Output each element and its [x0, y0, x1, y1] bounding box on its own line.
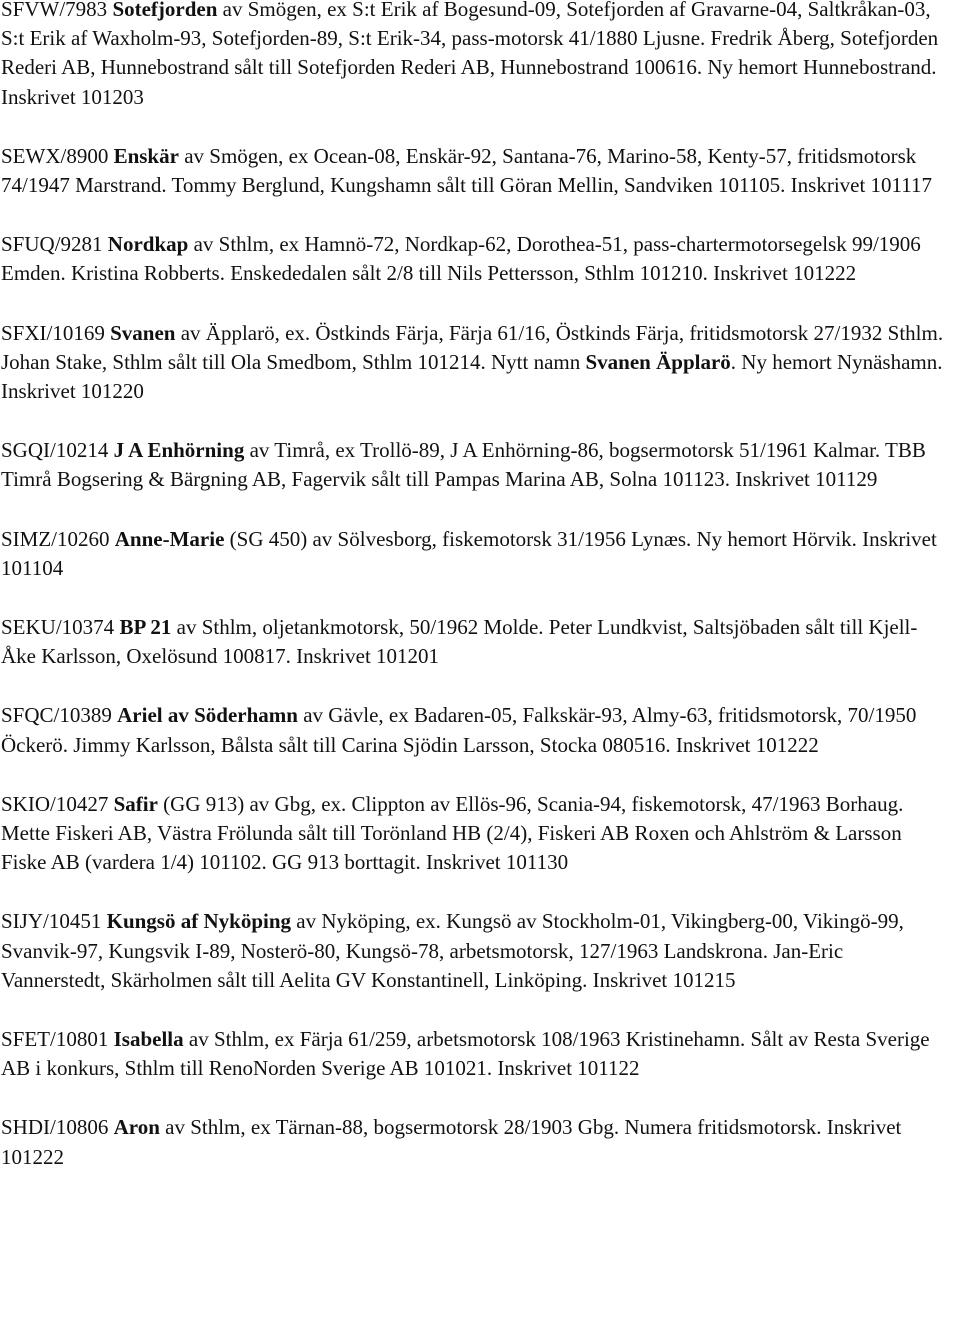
vessel-entry: [1, 319, 952, 407]
entry-text: SIJY/10451: [1, 909, 107, 934]
vessel-entry: [1, 701, 952, 759]
vessel-name: J A Enhörning: [113, 438, 245, 463]
vessel-entry: [1, 907, 952, 995]
entry-text: av Smögen, ex S:t Erik af Bogesund-09, Sotefjorden af Gravarne-04, Saltkråkan-03, S:t Erik af Waxholm-93, Sotefjorden-89, S:t Erik-34, pass-motorsk 41/1880 Ljusne. Fredrik Åberg, Sotefjorden Rederi AB, Hunnebostrand sålt till Sotefjorden Rederi AB, Hunnebostrand 100616. Ny hemort Hunnebostrand. Inskrivet 101203: [1, 0, 939, 109]
entry-text: (GG 913) av Gbg, ex. Clippton av Ellös-96, Scania-94, fiskemotorsk, 47/1963 Borhaug. Mette Fiskeri AB, Västra Frölunda sålt till Torönland HB (2/4), Fiskeri AB Roxen och Ahlström & Larsson Fiske AB (vardera 1/4) 101102. GG 913 borttagit. Inskrivet 101130: [1, 791, 904, 875]
entry-text: SFXI/10169: [1, 320, 111, 345]
entry-text: SGQI/10214: [1, 438, 114, 463]
entry-text: SHDI/10806: [1, 1115, 114, 1140]
vessel-entry: [1, 790, 952, 878]
entry-text: SIMZ/10260: [1, 526, 115, 551]
vessel-name: Enskär: [113, 143, 179, 168]
vessel-name: Anne-Marie: [114, 526, 225, 551]
vessel-entry: [1, 436, 952, 494]
vessel-entry: [1, 0, 952, 112]
vessel-entry: [1, 1025, 952, 1083]
entry-text: av Sthlm, ex Hamnö-72, Nordkap-62, Dorothea-51, pass-chartermotorsegelsk 99/1906 Emden. Kristina Robberts. Enskededalen sålt 2/8 till Nils Pettersson, Sthlm 101210. Inskrivet 101222: [1, 232, 921, 286]
vessel-entry: [1, 613, 952, 671]
entry-text: SFVW/7983: [1, 0, 113, 21]
entry-text: av Äpplarö, ex. Östkinds Färja, Färja 61/16, Östkinds Färja, fritidsmotorsk 27/1932 Sthlm. Johan Stake, Sthlm sålt till Ola Smedbom, Sthlm 101214. Nytt namn: [1, 320, 944, 374]
vessel-name: Isabella: [113, 1027, 184, 1052]
vessel-name: BP 21: [119, 615, 172, 640]
entry-text: (SG 450) av Sölvesborg, fiskemotorsk 31/1956 Lynæs. Ny hemort Hörvik. Inskrivet 101104: [1, 526, 937, 580]
entry-text: SKIO/10427: [1, 791, 114, 816]
vessel-name: Safir: [113, 791, 158, 816]
entry-text: av Gävle, ex Badaren-05, Falkskär-93, Almy-63, fritidsmotorsk, 70/1950 Öckerö. Jimmy Karlsson, Bålsta sålt till Carina Sjödin Larsson, Stocka 080516. Inskrivet 101222: [1, 703, 917, 757]
vessel-entry: [1, 230, 952, 288]
entry-text: SFQC/10389: [1, 703, 118, 728]
vessel-name: Ariel av Söderhamn: [117, 703, 298, 728]
entry-text: . Ny hemort Nynäshamn. Inskrivet 101220: [1, 349, 943, 404]
vessel-entry: [1, 525, 952, 583]
entry-text: av Nyköping, ex. Kungsö av Stockholm-01, Vikingberg-00, Vikingö-99, Svanvik-97, Kungsvik I-89, Nosterö-80, Kungsö-78, arbetsmotorsk, 127/1963 Landskrona. Jan-Eric Vannerstedt, Skärholmen sålt till Aelita GV Konstantinell, Linköping. Inskrivet 101215: [1, 909, 904, 992]
vessel-name: Svanen Äpplarö: [585, 349, 731, 374]
entry-text: SEWX/8900: [1, 143, 114, 168]
vessel-name: Sotefjorden: [112, 0, 218, 21]
entry-text: av Timrå, ex Trollö-89, J A Enhörning-86, bogsermotorsk 51/1961 Kalmar. TBB Timrå Bogsering & Bärgning AB, Fagervik sålt till Pampas Marina AB, Solna 101123. Inskrivet 101129: [1, 438, 926, 492]
vessel-name: Aron: [113, 1115, 160, 1140]
entry-text: av Sthlm, oljetankmotorsk, 50/1962 Molde. Peter Lundkvist, Saltsjöbaden sålt till Kjell-Åke Karlsson, Oxelösund 100817. Inskrivet 101201: [1, 615, 918, 669]
entry-text: SFUQ/9281: [1, 232, 108, 257]
entry-text: av Sthlm, ex Tärnan-88, bogsermotorsk 28/1903 Gbg. Numera fritidsmotorsk. Inskrivet 101222: [1, 1115, 902, 1169]
vessel-entry: [1, 142, 952, 200]
vessel-name: Nordkap: [107, 232, 189, 257]
entry-text: SFET/10801: [1, 1027, 114, 1052]
entry-text: av Smögen, ex Ocean-08, Enskär-92, Santana-76, Marino-58, Kenty-57, fritidsmotorsk 74/1947 Marstrand. Tommy Berglund, Kungshamn sålt till Göran Mellin, Sandviken 101105. Inskrivet 101117: [1, 143, 933, 198]
vessel-name: Kungsö af Nyköping: [106, 909, 292, 934]
entry-text: av Sthlm, ex Färja 61/259, arbetsmotorsk 108/1963 Kristinehamn. Sålt av Resta Sverige AB i konkurs, Sthlm till RenoNorden Sverige AB 101021. Inskrivet 101122: [1, 1027, 930, 1081]
vessel-name: Svanen: [110, 320, 176, 345]
entry-text: SEKU/10374: [1, 615, 120, 640]
vessel-entry: [1, 1113, 952, 1171]
